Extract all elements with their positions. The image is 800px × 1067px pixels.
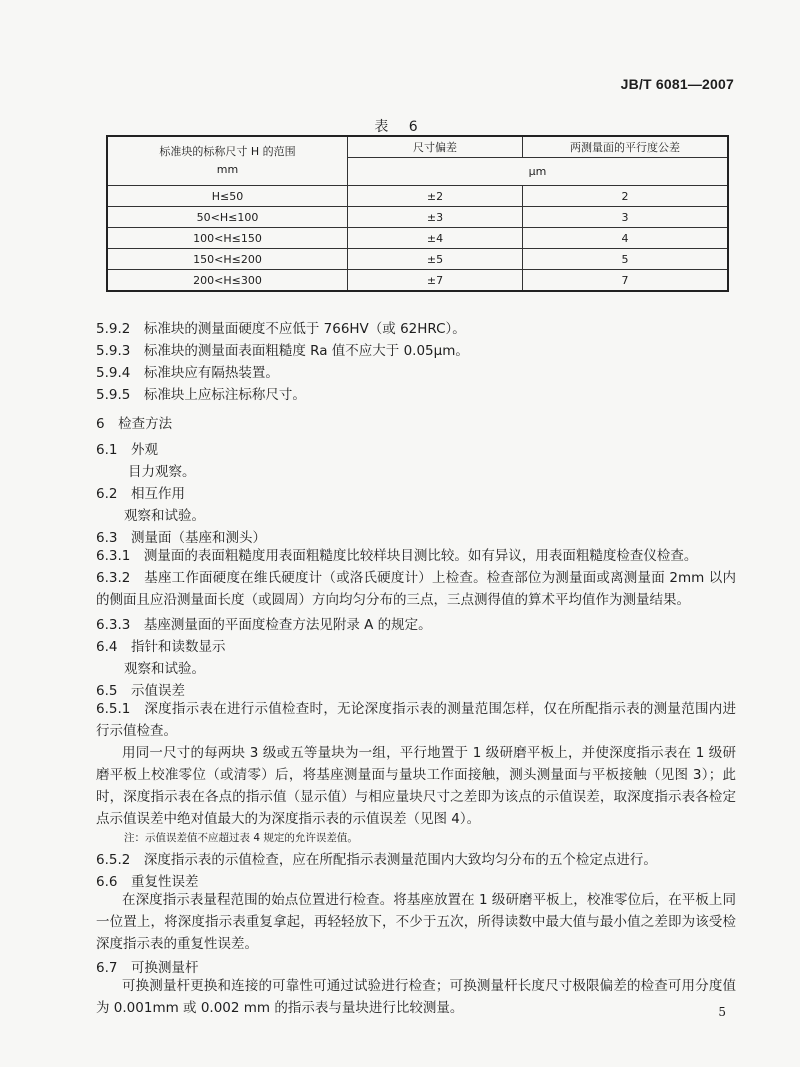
page-number: 5 [718,1005,726,1019]
table-row: 150<H≤200 ±5 5 [107,249,728,270]
standard-number: JB/T 6081—2007 [620,76,734,92]
clause-6-2-heading: 6.2 相互作用 [96,486,185,502]
clause-6-4-heading: 6.4 指针和读数显示 [96,639,226,655]
clause-6-3-3: 6.3.3 基座测量面的平面度检查方法见附录 A 的规定。 [96,617,432,633]
table-row: H≤50 ±2 2 [107,186,728,207]
clause-6-5-2: 6.5.2 深度指示表的示值检查，应在所配指示表测量范围内大致均匀分布的五个检定点进行。 [96,852,657,868]
clause-6-7-text: 可换测量杆更换和连接的可靠性可通过试验进行检查；可换测量杆长度尺寸极限偏差的检查可用分度值为 0.001mm 或 0.002 mm 的指示表与量块进行比较测量。 [96,978,736,1016]
clause-6-2-text: 观察和试验。 [124,508,205,524]
clause-6-3-2: 6.3.2 基座工作面硬度在维氏硬度计（或洛氏硬度计）上检查。检查部位为测量面或离测量面 2mm 以内的侧面且应沿测量面长度（或圆周）方向均匀分布的三点，三点测得值的算术平均值作为测量结果。 [96,570,736,608]
table-row: 50<H≤100 ±3 3 [107,207,728,228]
clause-5-9-5: 5.9.5 标准块上应标注标称尺寸。 [96,387,306,403]
table-header-range: 标准块的标称尺寸 H 的范围 mm [107,136,348,186]
clause-6-3-heading: 6.3 测量面（基座和测头） [96,530,266,546]
table-row: 100<H≤150 ±4 4 [107,228,728,249]
clause-5-9-3: 5.9.3 标准块的测量面表面粗糙度 Ra 值不应大于 0.05μm。 [96,343,469,359]
table-header-parallelism: 两测量面的平行度公差 [523,136,729,158]
spec-table [106,135,729,292]
clause-6-5-1-paragraph: 用同一尺寸的每两块 3 级或五等量块为一组，平行地置于 1 级研磨平板上，并使深度指示表在 1 级研磨平板上校准零位（或清零）后，将基座测量面与量块工作面接触，测头测量面与平板接触（见图 3）；此时，深度指示表在各点的指示值（显示值）与相应量块尺寸之差即为该点的示值误差，取深度指示表各检定点示值误差中绝对值最大的为深度指示表的示值误差（见图 4）。 [96,745,736,827]
table-header-unit: μm [348,158,729,186]
note: 注：示值误差值不应超过表 4 规定的允许误差值。 [124,832,358,844]
clause-5-9-4: 5.9.4 标准块应有隔热装置。 [96,365,279,381]
clause-5-9-2: 5.9.2 标准块的测量面硬度不应低于 766HV（或 62HRC）。 [96,321,466,337]
clause-6-4-text: 观察和试验。 [124,661,205,677]
clause-6-7-heading: 6.7 可换测量杆 [96,960,199,976]
clause-6-5-heading: 6.5 示值误差 [96,683,185,699]
clause-6-6-heading: 6.6 重复性误差 [96,874,199,890]
clause-6-5-1: 6.5.1 深度指示表在进行示值检查时，无论深度指示表的测量范围怎样，仅在所配指示表的测量范围内进行示值检查。 [96,701,736,739]
table-title: 表 6 [374,119,426,135]
clause-6-1-text: 目力观察。 [128,464,196,480]
table-header-deviation: 尺寸偏差 [348,136,523,158]
clause-6-6-text: 在深度指示表量程范围的始点位置进行检查。将基座放置在 1 级研磨平板上，校准零位后，在平板上同一位置上，将深度指示表重复拿起，再轻轻放下，不少于五次，所得读数中最大值与最小值之差即为该受检深度指示表的重复性误差。 [96,892,736,952]
table-row: 200<H≤300 ±7 7 [107,270,728,292]
clause-6-3-1: 6.3.1 测量面的表面粗糙度用表面粗糙度比较样块目测比较。如有异议，用表面粗糙度检查仪检查。 [96,548,698,564]
clause-6-1-heading: 6.1 外观 [96,442,158,458]
section-6-heading: 6 检查方法 [96,416,173,432]
